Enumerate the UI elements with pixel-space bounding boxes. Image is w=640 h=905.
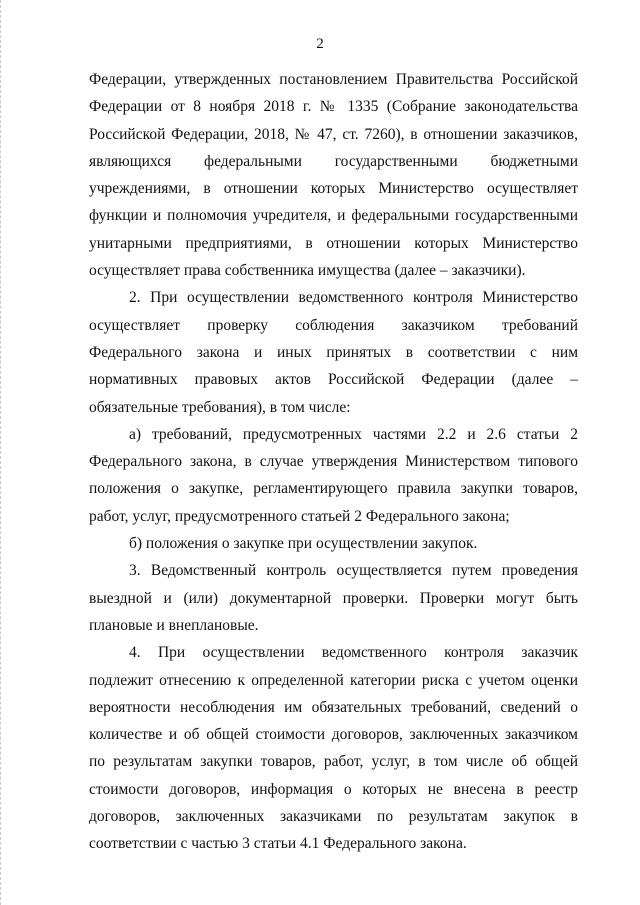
paragraph-item-4: 4. При осуществлении ведомственного контроля заказчик подлежит отнесению к определенной категории риска с учетом оценки вероятности несоблюдения им обязательных требований, сведений о количестве и об общей стоимости договоров, заключенных заказчиком по результатам закупки товаров, работ, услуг, в том числе об общей стоимости договоров, информация о которых не внесена в реестр договоров, заключенных заказчиками по результатам закупок в соответствии с частью 3 статьи 4.1 Федерального закона. [89,644,578,853]
page-edge-line [0,0,4,905]
paragraph-item-3: 3. Ведомственный контроль осуществляется путем проведения выездной и (или) документарной проверки. Проверки могут быть плановые и внеплановые. [89,562,578,634]
paragraph-subitem-a: а) требований, предусмотренных частями 2.2 и 2.6 статьи 2 Федерального закона, в случае утверждения Министерством типового положения о закупке, регламентирующего правила закупки товаров, работ, услуг, предусмотренного статьей 2 Федерального закона; [89,425,578,525]
page-number: 2 [316,36,324,52]
paragraph-continuation: Федерации, утвержденных постановлением Правительства Российской Федерации от 8 ноября 2018 г. № 1335 (Собрание законодательства Российской Федерации, 2018, № 47, ст. 7260), в отношении заказчиков, являющихся федеральными государственными бюджетными учреждениями, в отношении которых Министерство осуществляет функции и полномочия учредителя, и федеральными государственными унитарными предприятиями, в отношении которых Министерство осуществляет права собственника имущества (далее – заказчики). [89,71,578,280]
paragraph-subitem-b: б) положения о закупке при осуществлении закупок. [129,535,478,553]
paragraph-item-2: 2. При осуществлении ведомственного контроля Министерство осуществляет проверку соблюдения заказчиком требований Федерального закона и иных принятых в соответствии с ним нормативных правовых актов Российской Федерации (далее – обязательные требования), в том числе: [89,289,578,416]
document-body [89,66,578,858]
